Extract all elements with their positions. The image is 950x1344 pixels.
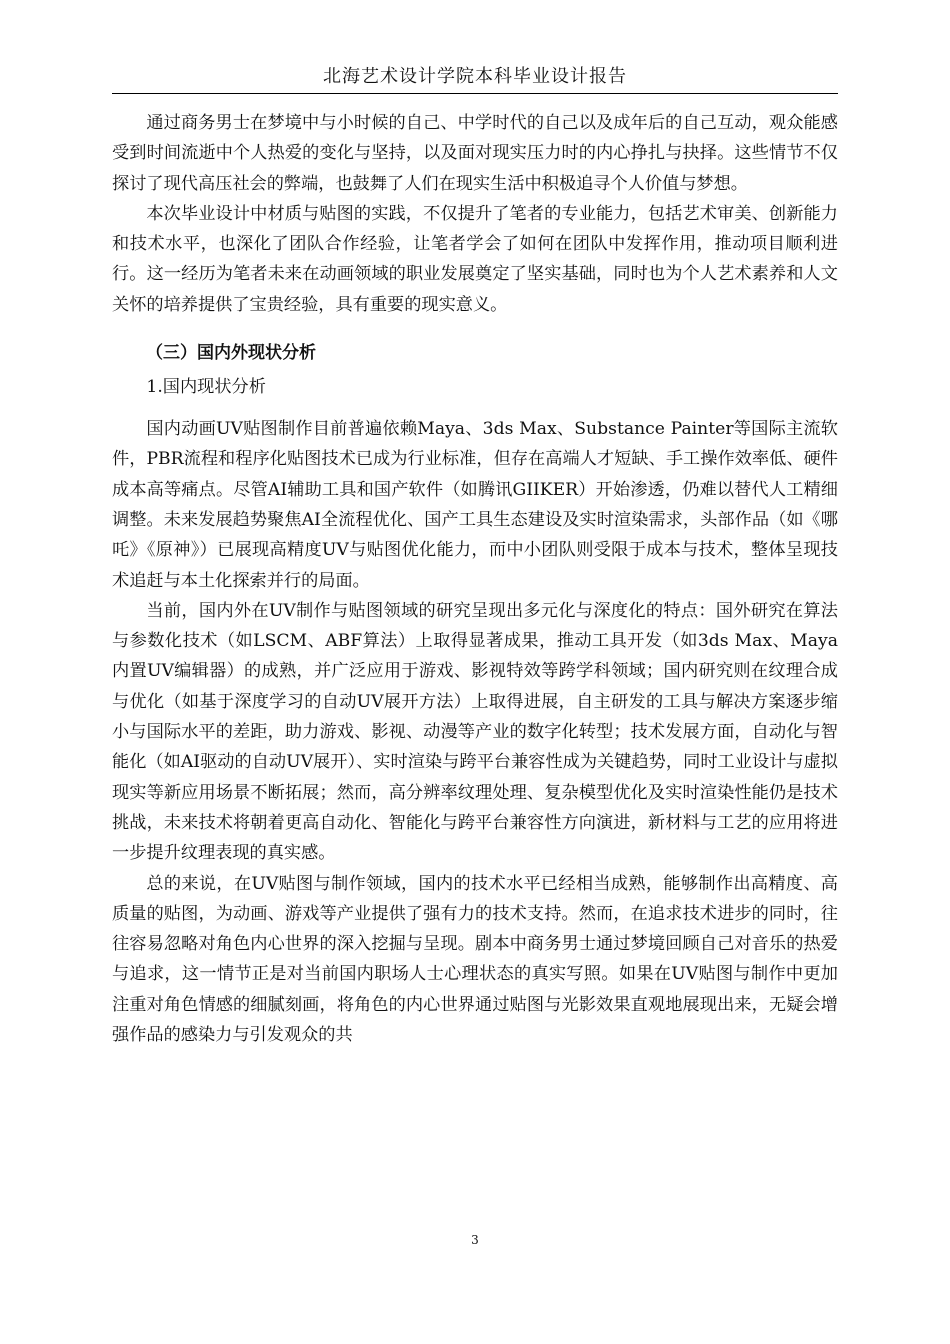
page-header-title: 北海艺术设计学院本科毕业设计报告 xyxy=(323,66,627,87)
body-paragraph-1: 通过商务男士在梦境中与小时候的自己、中学时代的自己以及成年后的自己互动，观众能感受到时间流逝中个人热爱的变化与坚持，以及面对现实压力时的内心挣扎与抉择。这些情节不仅探讨了现代高压社会的弊端，也鼓舞了人们在现实生活中积极追寻个人价值与梦想。 xyxy=(112,113,838,194)
body-paragraph-5: 总的来说，在UV贴图与制作领域，国内的技术水平已经相当成熟，能够制作出高精度、高质量的贴图，为动画、游戏等产业提供了强有力的技术支持。然而，在追求技术进步的同时，往往容易忽略对角色内心世界的深入挖掘与呈现。剧本中商务男士通过梦境回顾自己对音乐的热爱与追求，这一情节正是对当前国内职场人士心理状态的真实写照。如果在UV贴图与制作中更加注重对角色情感的细腻刻画，将角色的内心世界通过贴图与光影效果直观地展现出来，无疑会增强作品的感染力与引发观众的共 xyxy=(112,873,838,1046)
body-paragraph-4: 当前，国内外在UV制作与贴图领域的研究呈现出多元化与深度化的特点：国外研究在算法与参数化技术（如LSCM、ABF算法）上取得显著成果，推动工具开发（如3ds Max、Maya内置UV编辑器）的成熟，并广泛应用于游戏、影视特效等跨学科领域；国内研究则在纹理合成与优化（如基于深度学习的自动UV展开方法）上取得进展，自主研发的工具与解决方案逐步缩小与国际水平的差距，助力游戏、影视、动漫等产业的数字化转型；技术发展方面，自动化与智能化（如AI驱动的自动UV展开）、实时渲染与跨平台兼容性成为关键趋势，同时工业设计与虚拟现实等新应用场景不断拓展；然而，高分辨率纹理处理、复杂模型优化及实时渲染性能仍是技术挑战，未来技术将朝着更高自动化、智能化与跨平台兼容性方向演进，新材料与工艺的应用将进一步提升纹理表现的真实感。 xyxy=(112,600,838,864)
body-paragraph-3: 国内动画UV贴图制作目前普遍依赖Maya、3ds Max、Substance Painter等国际主流软件，PBR流程和程序化贴图技术已成为行业标准，但存在高端人才短缺、手工操作效率低、硬件成本高等痛点。尽管AI辅助工具和国产软件（如腾讯GIIKER）开始渗透，仍难以替代人工精细调整。未来发展趋势聚焦AI全流程优化、国产工具生态建设及实时渲染需求，头部作品（如《哪吒》《原神》）已展现高精度UV与贴图优化能力，而中小团队则受限于成本与技术，整体呈现技术追赶与本土化探索并行的局面。 xyxy=(112,419,838,591)
section-heading: （三）国内外现状分析 xyxy=(146,343,316,364)
page-number: 3 xyxy=(471,1233,479,1247)
body-paragraph-2: 本次毕业设计中材质与贴图的实践，不仅提升了笔者的专业能力，包括艺术审美、创新能力和技术水平，也深化了团队合作经验，让笔者学会了如何在团队中发挥作用，推动项目顺利进行。这一经历为笔者未来在动画领域的职业发展奠定了坚实基础，同时也为个人艺术素养和人文关怀的培养提供了宝贵经验，具有重要的现实意义。 xyxy=(112,203,838,315)
document-body xyxy=(112,108,838,1050)
subsection-heading: 1.国内现状分析 xyxy=(146,377,266,398)
header-divider xyxy=(112,93,838,94)
